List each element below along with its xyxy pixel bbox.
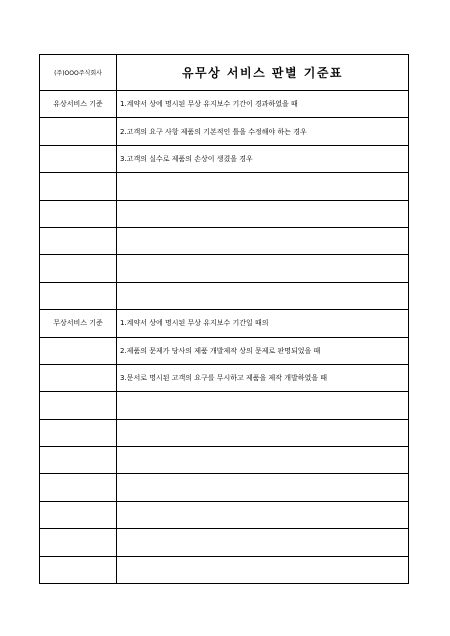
section-label-cell xyxy=(40,501,117,528)
table-row xyxy=(40,255,409,282)
table-row xyxy=(40,447,409,474)
table-row xyxy=(40,501,409,528)
criteria-item xyxy=(117,227,409,254)
table-row xyxy=(40,227,409,254)
document-title: 유무상 서비스 판별 기준표 xyxy=(117,55,409,91)
section-label: 무상서비스 기준 xyxy=(40,310,117,337)
section-label-cell xyxy=(40,173,117,200)
table-row xyxy=(40,556,409,583)
criteria-item xyxy=(117,173,409,200)
criteria-item xyxy=(117,282,409,309)
criteria-item xyxy=(117,200,409,227)
section-label-cell xyxy=(40,227,117,254)
criteria-item: 3.문서로 명시된 고객의 요구를 무시하고 제품을 제작 개발하였을 때 xyxy=(117,364,409,391)
table-row xyxy=(40,118,409,145)
section-label-cell xyxy=(40,337,117,364)
criteria-item: 2.고객의 요구 사항 제품의 기본적인 틀을 수정해야 하는 경우 xyxy=(117,118,409,145)
criteria-item xyxy=(117,529,409,556)
criteria-item xyxy=(117,447,409,474)
table-row xyxy=(40,474,409,501)
criteria-item xyxy=(117,419,409,446)
header-row xyxy=(40,55,409,91)
section-label-cell xyxy=(40,392,117,419)
table-row xyxy=(40,364,409,391)
section-label-cell xyxy=(40,282,117,309)
table-row xyxy=(40,282,409,309)
table-row xyxy=(40,337,409,364)
table-row xyxy=(40,392,409,419)
criteria-item: 2.제품의 문제가 당사의 제품 개발제작 상의 문제로 판명되었을 때 xyxy=(117,337,409,364)
criteria-item xyxy=(117,474,409,501)
section-label-cell xyxy=(40,474,117,501)
table-row xyxy=(40,419,409,446)
section-label-cell xyxy=(40,529,117,556)
company-name: (주)OOO주식회사 xyxy=(40,55,117,91)
table-row xyxy=(40,529,409,556)
table-row xyxy=(40,310,409,337)
section-label-cell xyxy=(40,200,117,227)
criteria-item: 1.계약서 상에 명시된 무상 유지보수 기간이 경과하였을 때 xyxy=(117,91,409,118)
criteria-item xyxy=(117,392,409,419)
section-label-cell xyxy=(40,419,117,446)
section-label-cell xyxy=(40,447,117,474)
criteria-item: 3.고객의 실수로 제품의 손상이 생겼을 경우 xyxy=(117,145,409,172)
section-label-cell xyxy=(40,255,117,282)
section-label-cell xyxy=(40,556,117,583)
criteria-item xyxy=(117,556,409,583)
section-label-cell xyxy=(40,364,117,391)
criteria-item xyxy=(117,501,409,528)
section-label-cell xyxy=(40,145,117,172)
table-row xyxy=(40,173,409,200)
table-row xyxy=(40,200,409,227)
section-label-cell xyxy=(40,118,117,145)
table-body xyxy=(40,55,409,584)
section-label: 유상서비스 기준 xyxy=(40,91,117,118)
table-row xyxy=(40,91,409,118)
table-row xyxy=(40,145,409,172)
criteria-item: 1.계약서 상에 명시된 무상 유지보수 기간일 때의 xyxy=(117,310,409,337)
service-criteria-table xyxy=(39,54,409,584)
criteria-item xyxy=(117,255,409,282)
